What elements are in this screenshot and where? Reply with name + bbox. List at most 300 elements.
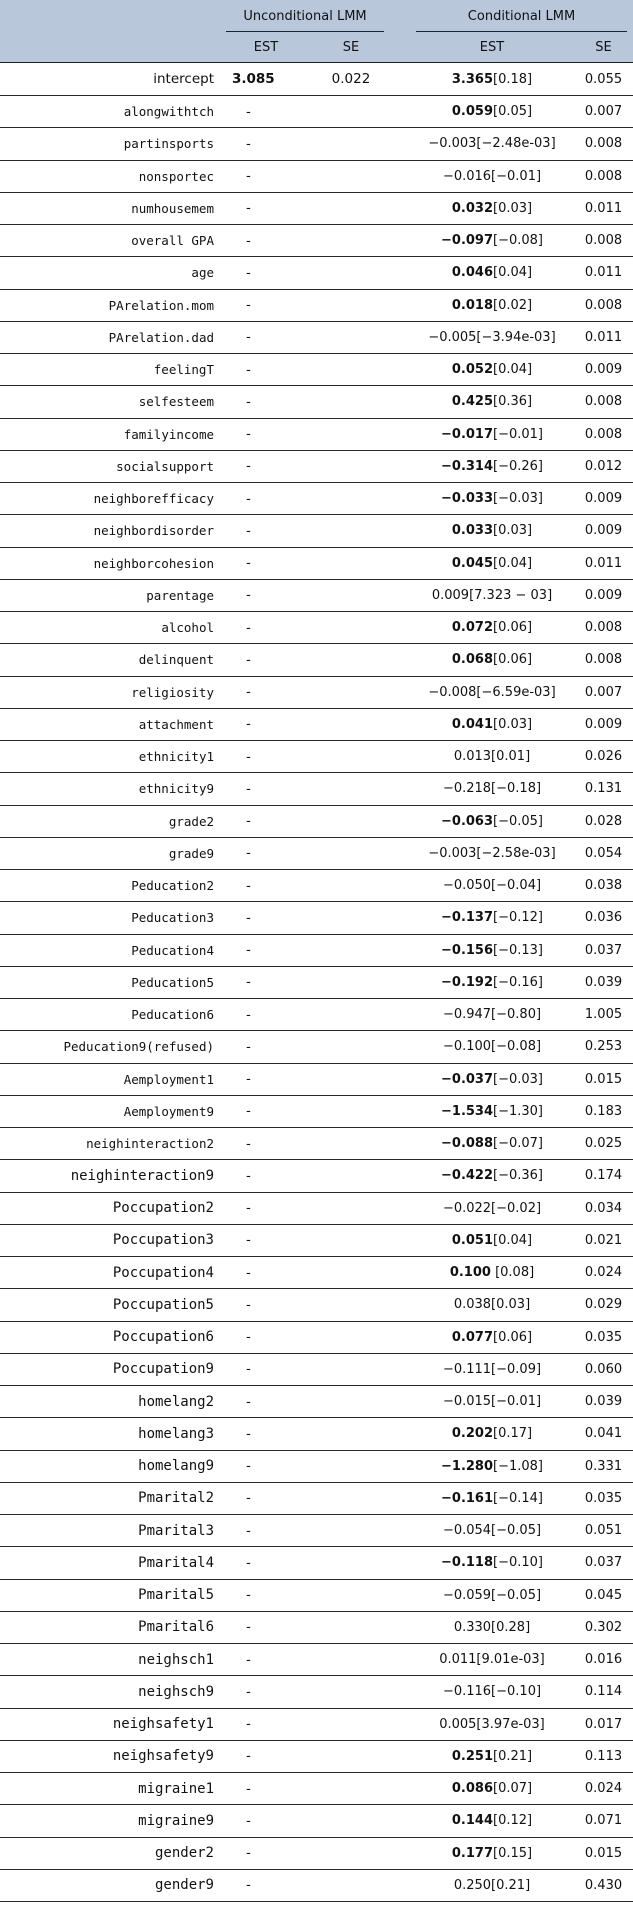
unconditional-est-value: - [246,426,251,443]
table-row [0,1482,633,1514]
unconditional-est-value: - [246,1716,251,1733]
conditional-est [410,1063,574,1095]
column-gap [390,1321,410,1353]
conditional-se: 0.017 [574,1708,633,1740]
unconditional-se [312,1579,390,1611]
conditional-est [410,515,574,547]
conditional-est-rest: [−1.08] [493,1458,543,1474]
unconditional-est [220,96,312,128]
conditional-se: 0.037 [574,1547,633,1579]
unconditional-est-value: - [246,877,251,894]
unconditional-est-value: - [246,1296,251,1313]
unconditional-est [220,1708,312,1740]
unconditional-se [312,934,390,966]
unconditional-est-value: - [246,909,251,926]
header-conditional-rule [416,31,627,32]
column-gap [390,483,410,515]
table-row [0,547,633,579]
unconditional-se [312,257,390,289]
conditional-est [410,63,574,96]
column-gap [390,63,410,96]
unconditional-est-value: - [246,1458,251,1475]
conditional-se: 0.021 [574,1224,633,1256]
column-gap [390,1869,410,1901]
unconditional-se [312,1611,390,1643]
unconditional-se [312,1676,390,1708]
variable-name: neighsafety9 [0,1740,220,1772]
column-gap [390,1031,410,1063]
conditional-se: 0.051 [574,1515,633,1547]
conditional-est-rest: [0.12] [493,1813,533,1829]
conditional-est-rest: [0.07] [493,1781,533,1797]
conditional-est-rest: −0.015[−0.01] [442,1394,542,1410]
header-conditional-est: EST [410,32,574,63]
unconditional-est [220,934,312,966]
table-row [0,418,633,450]
unconditional-est [220,1837,312,1869]
unconditional-est [220,1353,312,1385]
conditional-est-significant: 0.051 [451,1232,494,1248]
column-gap [390,289,410,321]
conditional-est [410,1353,574,1385]
column-gap [390,1257,410,1289]
unconditional-se [312,676,390,708]
table-row [0,1740,633,1772]
unconditional-est-value: - [246,1877,251,1894]
column-gap [390,741,410,773]
variable-name: grade9 [0,837,220,869]
conditional-est-rest: −0.100[−0.08] [442,1039,542,1055]
unconditional-est-value: - [246,1393,251,1410]
conditional-se: 0.015 [574,1837,633,1869]
unconditional-se [312,1353,390,1385]
column-gap [390,837,410,869]
table-row [0,1095,633,1127]
column-gap [390,1611,410,1643]
conditional-est-rest: −0.947[−0.80] [442,1007,542,1023]
unconditional-se [312,225,390,257]
unconditional-est-value: - [246,1361,251,1378]
unconditional-est [220,1869,312,1901]
unconditional-se [312,837,390,869]
variable-name: nonsportec [0,160,220,192]
conditional-est [410,1128,574,1160]
conditional-est-rest: −0.008[−6.59e-03] [428,684,556,700]
table-row [0,1321,633,1353]
unconditional-est-value: - [246,651,251,668]
conditional-se: 0.039 [574,1386,633,1418]
unconditional-est-value: - [246,329,251,346]
variable-name: Peducation4 [0,934,220,966]
variable-name: numhousemem [0,192,220,224]
conditional-est [410,966,574,998]
unconditional-est [220,63,312,96]
conditional-se: 0.011 [574,257,633,289]
conditional-se: 0.011 [574,321,633,353]
column-gap [390,1708,410,1740]
table-row [0,1224,633,1256]
conditional-se: 0.007 [574,676,633,708]
conditional-est-significant: 0.046 [451,265,494,281]
variable-name: PArelation.mom [0,289,220,321]
conditional-se: 0.430 [574,1869,633,1901]
table-row [0,1257,633,1289]
column-gap [390,1386,410,1418]
column-gap [390,902,410,934]
conditional-est-rest: 0.250[0.21] [453,1877,531,1893]
variable-name: selfesteem [0,386,220,418]
unconditional-est [220,1482,312,1514]
variable-name: Poccupation3 [0,1224,220,1256]
unconditional-est [220,1676,312,1708]
variable-name: familyincome [0,418,220,450]
conditional-se: 0.009 [574,483,633,515]
unconditional-se [312,354,390,386]
column-gap [390,450,410,482]
conditional-est [410,1386,574,1418]
unconditional-est [220,483,312,515]
conditional-est [410,805,574,837]
conditional-est [410,1547,574,1579]
unconditional-se [312,483,390,515]
unconditional-est-value: - [246,232,251,249]
table-row [0,354,633,386]
conditional-se: 0.183 [574,1095,633,1127]
column-gap [390,1160,410,1192]
unconditional-est [220,773,312,805]
conditional-est [410,741,574,773]
conditional-est-significant: 0.202 [451,1426,494,1442]
conditional-est [410,1515,574,1547]
conditional-est-significant: −0.017 [441,426,494,442]
variable-name: ethnicity1 [0,741,220,773]
unconditional-est [220,837,312,869]
conditional-se: 0.045 [574,1579,633,1611]
conditional-se: 0.039 [574,966,633,998]
column-gap [390,1740,410,1772]
table-row [0,386,633,418]
unconditional-se: 0.022 [312,63,390,96]
column-gap [390,579,410,611]
conditional-se: 0.302 [574,1611,633,1643]
unconditional-est [220,870,312,902]
unconditional-est [220,1740,312,1772]
conditional-est-significant: 0.068 [451,652,494,668]
conditional-est-significant: 0.045 [451,555,494,571]
table-row [0,63,633,96]
column-gap [390,1579,410,1611]
conditional-se: 0.011 [574,547,633,579]
column-gap [390,515,410,547]
unconditional-est-value: - [246,1264,251,1281]
column-gap [390,321,410,353]
conditional-est [410,612,574,644]
unconditional-se [312,1031,390,1063]
conditional-est-rest: −0.022[−0.02] [442,1200,542,1216]
header-column-row [0,32,633,63]
conditional-est-rest: [0.06] [493,620,533,636]
variable-name: homelang2 [0,1386,220,1418]
conditional-se: 0.012 [574,450,633,482]
table-row [0,1611,633,1643]
variable-name: delinquent [0,644,220,676]
variable-name: Poccupation9 [0,1353,220,1385]
variable-name: gender9 [0,1869,220,1901]
conditional-est-significant: −0.037 [441,1071,494,1087]
conditional-est [410,1579,574,1611]
table-row [0,1547,633,1579]
conditional-est-significant: 0.033 [451,523,494,539]
unconditional-est [220,1063,312,1095]
table-row [0,837,633,869]
column-gap [390,1482,410,1514]
unconditional-se [312,321,390,353]
conditional-est-rest: −0.059[−0.05] [442,1587,542,1603]
conditional-est-rest: [−0.13] [493,942,543,958]
conditional-est [410,1869,574,1901]
variable-name: Pmarital4 [0,1547,220,1579]
unconditional-est [220,321,312,353]
unconditional-est [220,1805,312,1837]
header-conditional-lmm [410,0,633,32]
unconditional-se [312,1773,390,1805]
conditional-est-significant: −0.063 [441,813,494,829]
table-row [0,708,633,740]
unconditional-est [220,160,312,192]
unconditional-est-value: - [246,522,251,539]
conditional-est-rest: [−1.30] [493,1103,543,1119]
column-gap [390,1128,410,1160]
table-row [0,1708,633,1740]
unconditional-est-value: - [246,942,251,959]
conditional-se: 0.008 [574,418,633,450]
conditional-est-significant: −0.033 [441,491,494,507]
unconditional-est [220,676,312,708]
conditional-est [410,934,574,966]
conditional-se: 0.016 [574,1644,633,1676]
conditional-est-significant: −1.534 [441,1103,494,1119]
unconditional-est-value: - [246,1425,251,1442]
unconditional-se [312,418,390,450]
conditional-se: 0.041 [574,1418,633,1450]
variable-name: feelingT [0,354,220,386]
unconditional-est [220,902,312,934]
variable-name: intercept [0,63,220,96]
table-row [0,1644,633,1676]
unconditional-est [220,741,312,773]
table-row [0,773,633,805]
unconditional-est [220,354,312,386]
table-row [0,741,633,773]
column-gap [390,1644,410,1676]
column-gap [390,1450,410,1482]
unconditional-se [312,1192,390,1224]
conditional-est [410,160,574,192]
table-row [0,1289,633,1321]
variable-name: Pmarital3 [0,1515,220,1547]
column-gap [390,547,410,579]
column-gap [390,418,410,450]
table-row [0,902,633,934]
unconditional-est [220,1192,312,1224]
unconditional-est-value: - [246,168,251,185]
table-row [0,805,633,837]
variable-name: parentage [0,579,220,611]
unconditional-est [220,225,312,257]
conditional-est-rest: −0.016[−0.01] [442,168,542,184]
unconditional-est [220,1257,312,1289]
variable-name: Pmarital6 [0,1611,220,1643]
header-conditional-label: Conditional LMM [467,8,576,24]
table-row [0,192,633,224]
unconditional-est [220,192,312,224]
unconditional-est-value: - [246,135,251,152]
conditional-est [410,902,574,934]
conditional-est-rest: [0.02] [493,297,533,313]
table-row [0,1676,633,1708]
unconditional-se [312,773,390,805]
conditional-se: 0.009 [574,515,633,547]
unconditional-se [312,1644,390,1676]
unconditional-est-value: - [246,200,251,217]
conditional-est-rest: [−0.26] [493,458,543,474]
unconditional-se [312,805,390,837]
unconditional-est [220,644,312,676]
conditional-est-rest: [0.03] [493,523,533,539]
unconditional-est [220,999,312,1031]
variable-name: gender2 [0,1837,220,1869]
unconditional-est-value: - [246,716,251,733]
table-row [0,1128,633,1160]
conditional-est-rest: [−0.16] [493,974,543,990]
variable-name: migraine9 [0,1805,220,1837]
unconditional-est-value: - [246,1522,251,1539]
conditional-est-rest: [−0.10] [493,1555,543,1571]
unconditional-est [220,1450,312,1482]
header-gap [390,0,410,32]
unconditional-se [312,386,390,418]
conditional-est-rest: −0.218[−0.18] [442,781,542,797]
table-row [0,1450,633,1482]
unconditional-est-value: - [246,103,251,120]
column-gap [390,1773,410,1805]
unconditional-est-value: - [246,1038,251,1055]
unconditional-se [312,1869,390,1901]
unconditional-est [220,1644,312,1676]
unconditional-est [220,1579,312,1611]
conditional-est-rest: [0.04] [493,1232,533,1248]
unconditional-est [220,805,312,837]
variable-name: religiosity [0,676,220,708]
conditional-est [410,96,574,128]
conditional-est-rest: [−0.05] [493,813,543,829]
conditional-se: 0.015 [574,1063,633,1095]
unconditional-se [312,289,390,321]
column-gap [390,1418,410,1450]
unconditional-se [312,612,390,644]
conditional-est [410,1257,574,1289]
conditional-est-significant: 0.251 [451,1748,494,1764]
unconditional-se [312,999,390,1031]
conditional-est-rest: −0.003[−2.58e-03] [428,845,556,861]
unconditional-est-value: - [246,780,251,797]
column-gap [390,354,410,386]
column-gap [390,160,410,192]
unconditional-se [312,966,390,998]
conditional-se: 0.131 [574,773,633,805]
conditional-est [410,225,574,257]
unconditional-se [312,870,390,902]
conditional-est-significant: 0.041 [451,716,494,732]
conditional-se: 0.174 [574,1160,633,1192]
conditional-se: 0.007 [574,96,633,128]
unconditional-est [220,1289,312,1321]
conditional-est-significant: 3.365 [451,71,494,87]
unconditional-se [312,741,390,773]
column-gap [390,966,410,998]
unconditional-est [220,1031,312,1063]
unconditional-se [312,1160,390,1192]
conditional-est [410,1644,574,1676]
header-unconditional-lmm [220,0,390,32]
conditional-est-rest: 0.330[0.28] [453,1619,531,1635]
unconditional-se [312,1257,390,1289]
unconditional-se [312,1128,390,1160]
variable-name: neighinteraction2 [0,1128,220,1160]
column-gap [390,1192,410,1224]
conditional-se: 0.034 [574,1192,633,1224]
conditional-se: 0.008 [574,225,633,257]
unconditional-se [312,1547,390,1579]
conditional-se: 0.008 [574,289,633,321]
unconditional-est-value: 3.085 [232,71,275,87]
table-row [0,483,633,515]
unconditional-se [312,1805,390,1837]
conditional-est-significant: −0.088 [441,1136,494,1152]
unconditional-se [312,1837,390,1869]
header-blank-2 [0,32,220,63]
variable-name: neighbordisorder [0,515,220,547]
conditional-est-rest: [0.04] [493,265,533,281]
table-row [0,1837,633,1869]
unconditional-est [220,515,312,547]
conditional-se: 0.009 [574,708,633,740]
column-gap [390,612,410,644]
unconditional-est [220,450,312,482]
conditional-est-rest: [0.03] [493,716,533,732]
conditional-se: 0.071 [574,1805,633,1837]
conditional-se: 1.005 [574,999,633,1031]
variable-name: Peducation3 [0,902,220,934]
conditional-est [410,1095,574,1127]
unconditional-se [312,1289,390,1321]
table-row [0,515,633,547]
conditional-est [410,1482,574,1514]
conditional-est-rest: −0.005[−3.94e-03] [428,329,556,345]
unconditional-est-value: - [246,1103,251,1120]
conditional-se: 0.114 [574,1676,633,1708]
unconditional-est-value: - [246,264,251,281]
variable-name: Pmarital2 [0,1482,220,1514]
conditional-se: 0.037 [574,934,633,966]
conditional-est [410,1224,574,1256]
unconditional-se [312,160,390,192]
conditional-est-rest: [0.05] [493,104,533,120]
conditional-est [410,1192,574,1224]
variable-name: neighborefficacy [0,483,220,515]
conditional-est [410,644,574,676]
table-row [0,1869,633,1901]
